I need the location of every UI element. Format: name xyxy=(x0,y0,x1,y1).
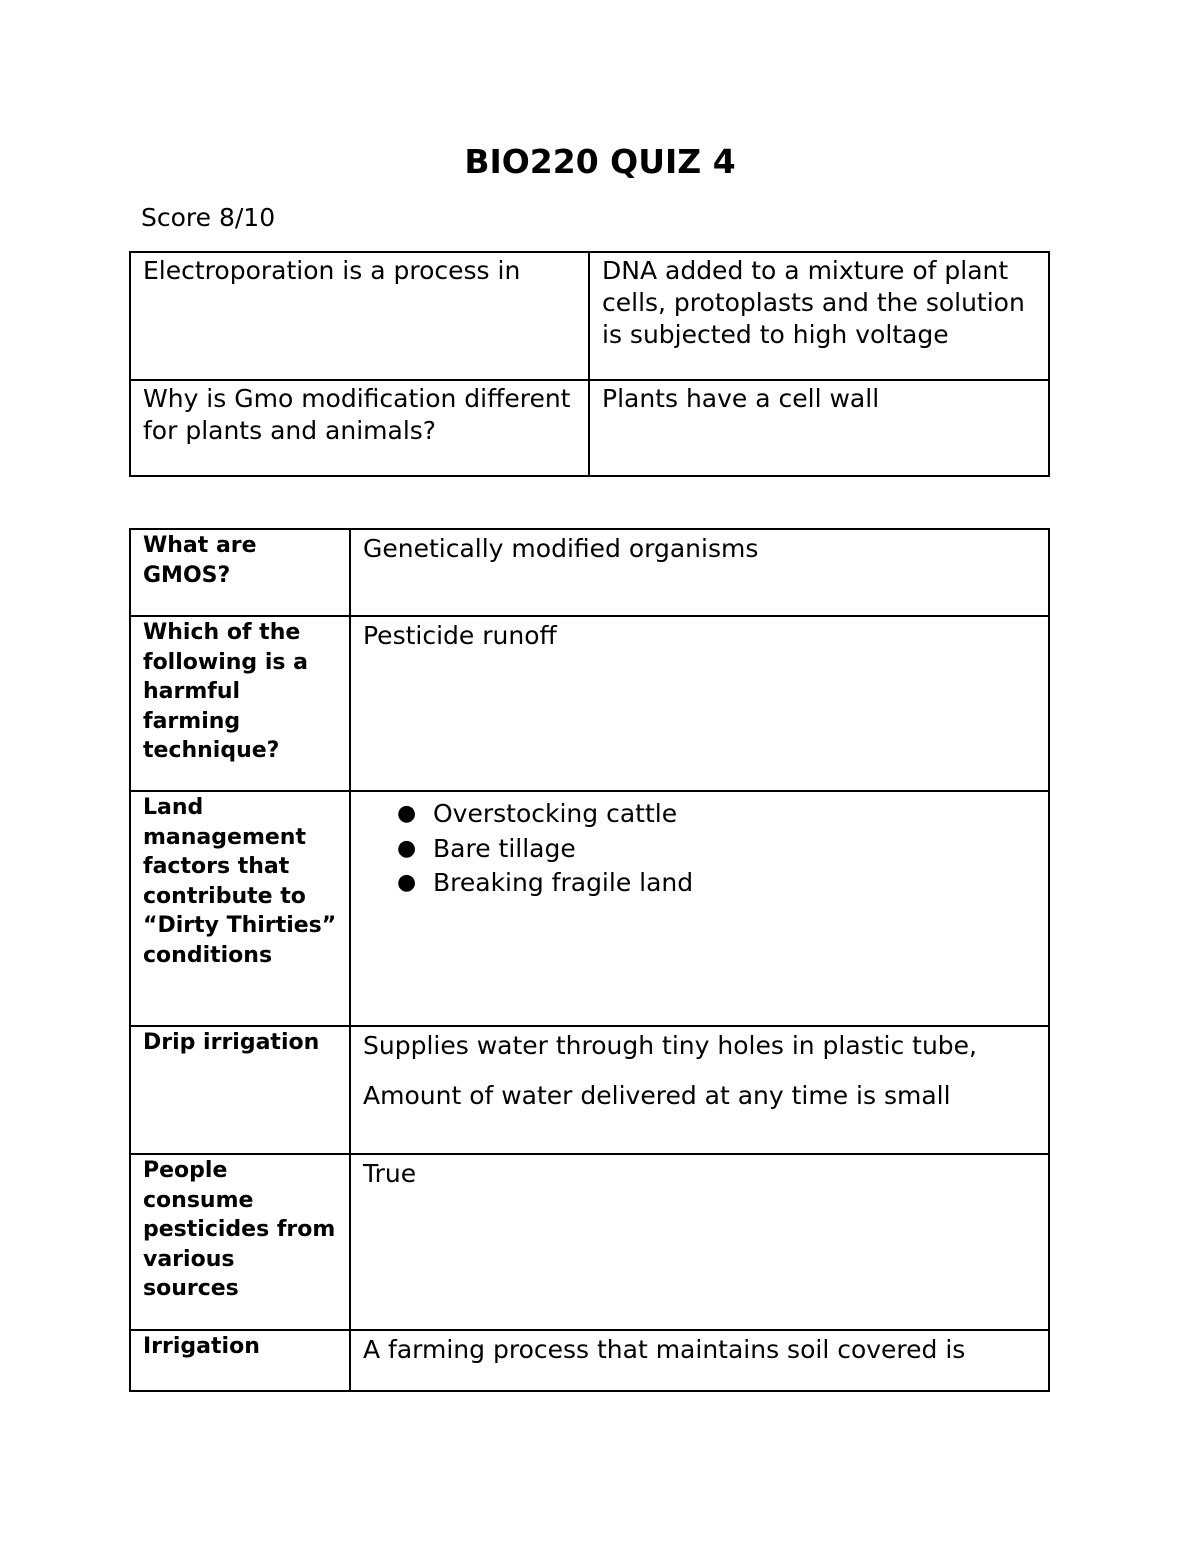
bullet-list xyxy=(363,795,1036,901)
question-cell: Land management factors that contribute to “Dirty Thirties” conditions xyxy=(130,791,350,1026)
answer-cell: A farming process that maintains soil covered is xyxy=(350,1330,1049,1391)
quiz-table-1 xyxy=(129,251,1050,477)
table-row xyxy=(130,252,1049,380)
list-item-text: Bare tillage xyxy=(433,833,576,863)
question-cell: Irrigation xyxy=(130,1330,350,1391)
list-item-text: Breaking fragile land xyxy=(433,868,694,897)
list-item-text: Overstocking cattle xyxy=(433,799,678,828)
table-row xyxy=(130,1026,1049,1154)
page-title: BIO220 QUIZ 4 xyxy=(464,142,736,181)
table-row xyxy=(130,1154,1049,1330)
bullet-icon: ● xyxy=(397,835,417,861)
list-item xyxy=(363,797,1036,832)
table-row xyxy=(130,380,1049,476)
quiz-table-2 xyxy=(129,528,1050,1392)
answer-cell: DNA added to a mixture of plant cells, protoplasts and the solution is subjected to high voltage xyxy=(589,252,1049,380)
answer-cell: Pesticide runoff xyxy=(350,616,1049,791)
score-text: Score 8/10 xyxy=(141,203,276,232)
table-row xyxy=(130,1330,1049,1391)
question-cell: Which of the following is a harmful farming technique? xyxy=(130,616,350,791)
question-cell: Electroporation is a process in xyxy=(130,252,589,380)
table-row xyxy=(130,529,1049,616)
question-cell: Why is Gmo modification different for plants and animals? xyxy=(130,380,589,476)
table-row xyxy=(130,616,1049,791)
answer-cell: Genetically modified organisms xyxy=(350,529,1049,616)
bullet-icon: ● xyxy=(397,870,417,895)
answer-cell xyxy=(350,791,1049,1026)
question-cell: People consume pesticides from various sources xyxy=(130,1154,350,1330)
bullet-icon: ● xyxy=(397,801,417,826)
question-cell: Drip irrigation xyxy=(130,1026,350,1154)
question-cell: What are GMOS? xyxy=(130,529,350,616)
list-item xyxy=(363,866,1036,901)
answer-cell: Plants have a cell wall xyxy=(589,380,1049,476)
answer-cell: True xyxy=(350,1154,1049,1330)
answer-line: Supplies water through tiny holes in plastic tube, xyxy=(363,1031,978,1060)
table-row xyxy=(130,791,1049,1026)
answer-line: Amount of water delivered at any time is small xyxy=(363,1081,951,1110)
list-item xyxy=(363,832,1036,867)
answer-cell xyxy=(350,1026,1049,1154)
